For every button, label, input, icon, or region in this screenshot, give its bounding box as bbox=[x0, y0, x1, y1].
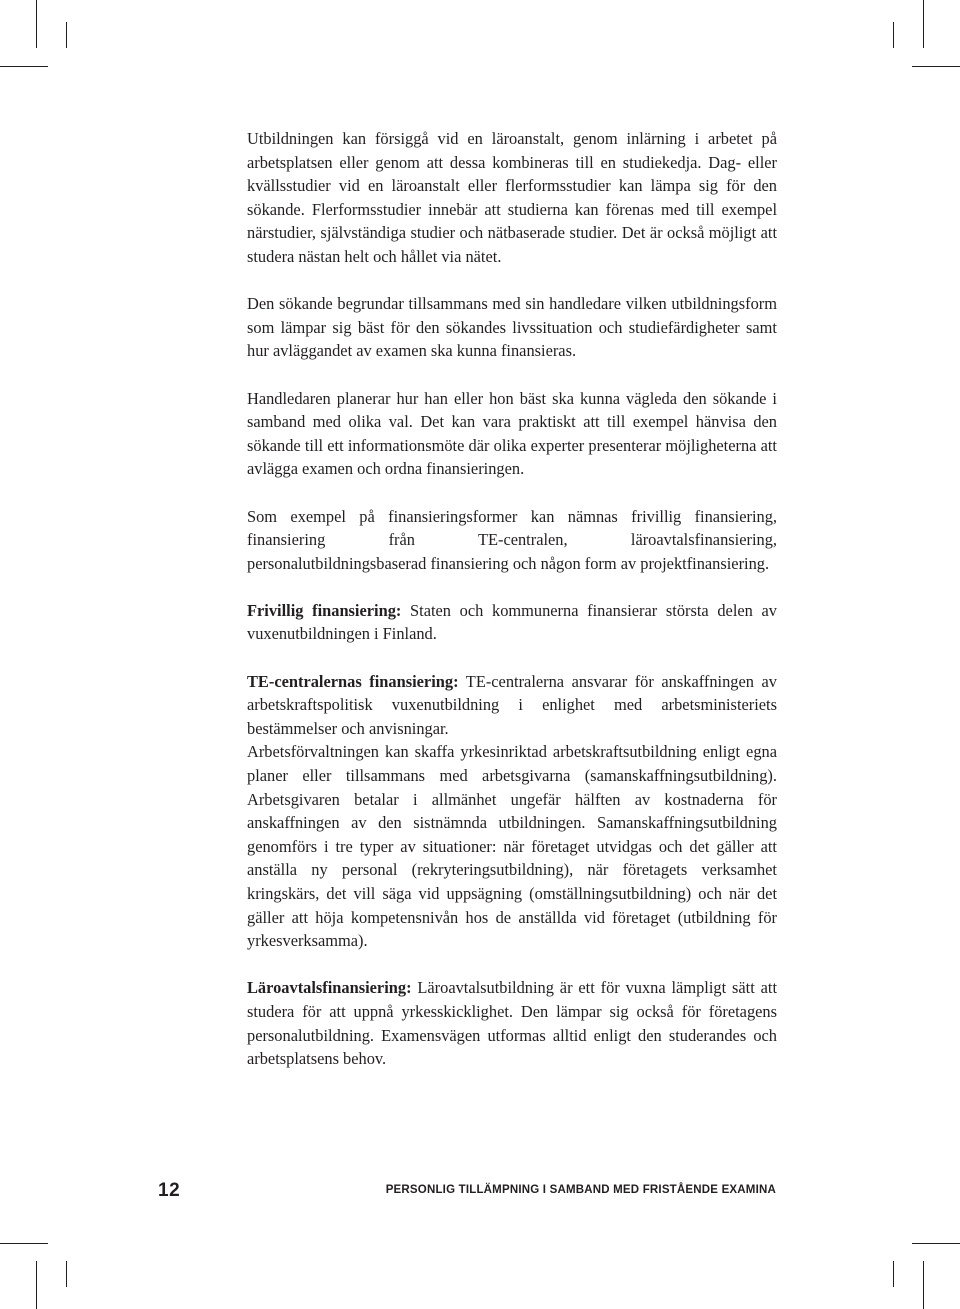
page-footer bbox=[0, 1180, 960, 1204]
section-heading: Frivillig finansiering: bbox=[247, 600, 402, 620]
section-heading: Läroavtalsfinansiering: bbox=[247, 978, 412, 998]
crop-mark bbox=[0, 66, 48, 67]
section-laroavtal bbox=[247, 976, 777, 1070]
crop-mark bbox=[0, 1243, 48, 1244]
crop-mark bbox=[893, 22, 894, 48]
section-te-centralernas bbox=[247, 670, 777, 741]
crop-mark bbox=[923, 1261, 924, 1309]
section-frivillig bbox=[247, 599, 777, 646]
paragraph: Den sökande begrundar tillsammans med sin handledare vilken utbildningsform som lämpar sig bäst för den sökandes livssituation och studiefärdigheter samt hur avläggandet av examen ska kunna finansieras. bbox=[247, 294, 777, 361]
body-text bbox=[247, 127, 777, 1094]
paragraph: Handledaren planerar hur han eller hon bäst ska kunna vägleda den sökande i samband med olika val. Det kan vara praktiskt att till exempel hänvisa den sökande till ett informationsmöte där olika experter presenterar möjligheterna att avlägga examen och ordna finansieringen. bbox=[247, 388, 777, 479]
crop-mark bbox=[923, 0, 924, 48]
section-continuation: Arbetsförvaltningen kan skaffa yrkesinriktad arbetskraftsutbildning enligt egna planer eller tillsammans med arbetsgivarna (samanskaffningsutbildning). Arbetsgivaren betalar i allmänhet ungefär hälften av kostnaderna för anskaffningen av den sistnämnda utbildningen. Samanskaffningsutbildning genomförs i tre typer av situationer: när företaget utvidgas och det gäller att anställa ny personal (rekryteringsutbildning), när företagets verksamhet kringskärs, det vill säga vid uppsägning (omställningsutbildning) och när det gäller att höja kompetensnivån hos de anställda vid företaget (utbildning för yrkesverksamma). bbox=[247, 742, 777, 951]
crop-mark bbox=[36, 1261, 37, 1309]
crop-mark bbox=[66, 22, 67, 48]
paragraph: Utbildningen kan försiggå vid en läroanstalt, genom inlärning i arbetet på arbetsplatsen eller genom att dessa kombineras till en studiekedja. Dag- eller kvällsstudier vid en läroanstalt eller flerformsstudier kan lämpa sig för den sökande. Flerformsstudier innebär att studierna kan förenas med till exempel närstudier, självständiga studier och nätbaserade studier. Det är också möjligt att studera nästan helt och hållet via nätet. bbox=[247, 129, 777, 266]
crop-mark bbox=[912, 1243, 960, 1244]
page-number: 12 bbox=[158, 1180, 181, 1201]
section-heading: TE-centralernas finansiering: bbox=[247, 671, 459, 691]
crop-mark bbox=[36, 0, 37, 48]
crop-mark bbox=[893, 1261, 894, 1287]
crop-mark bbox=[66, 1261, 67, 1287]
section-text: TE-centralerna ansvarar för anskaffningen av arbetskraftspolitisk vuxenutbildning i enlighet med arbetsministeriets bestämmelser och anvisningar. bbox=[247, 671, 777, 738]
section-text: Läroavtalsutbildning är ett för vuxna lämpligt sätt att studera för att uppnå yrkesskicklighet. Den lämpar sig också för företagens personalutbildning. Examensvägen utformas alltid enligt den studerandes och arbetsplatsens behov. bbox=[247, 978, 777, 1069]
running-title: PERSONLIG TILLÄMPNING I SAMBAND MED FRISTÅENDE EXAMINA bbox=[385, 1184, 776, 1196]
section-text: Staten och kommunerna finansierar största delen av vuxenutbildningen i Finland. bbox=[247, 600, 777, 644]
crop-mark bbox=[912, 66, 960, 67]
paragraph: Som exempel på finansieringsformer kan nämnas frivillig finansiering, finansiering från TE-centralen, läroavtalsfinansiering, personalutbildningsbaserad finansiering och någon form av projektfinansiering. bbox=[247, 506, 777, 573]
